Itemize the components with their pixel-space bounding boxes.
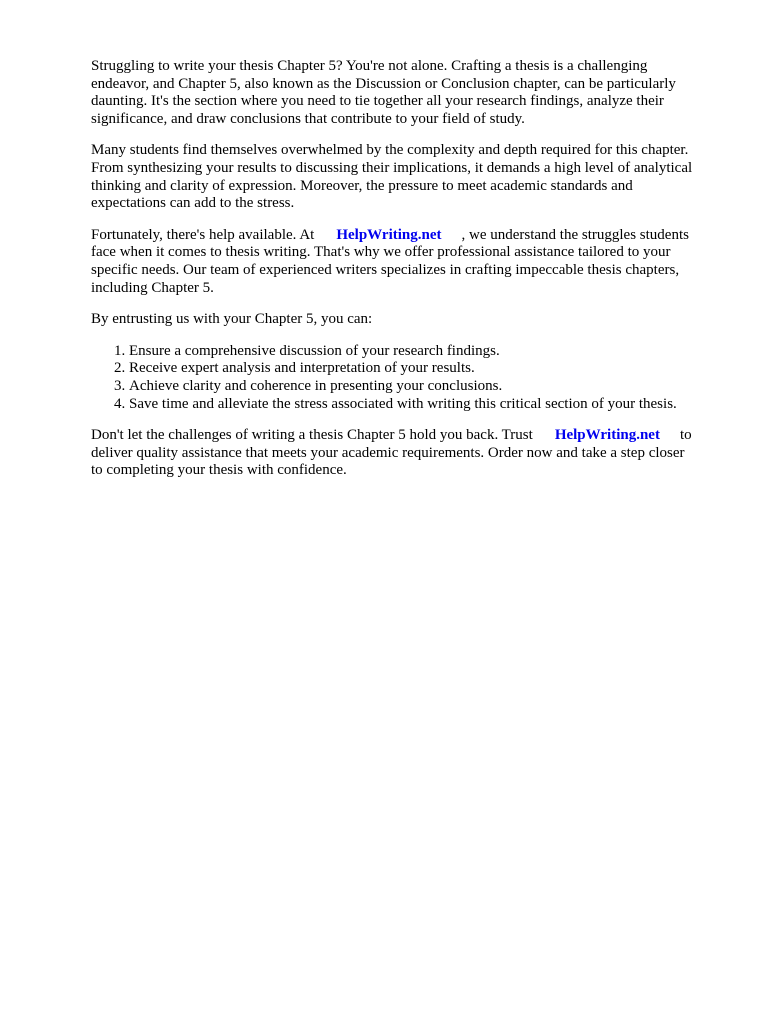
benefits-list — [91, 343, 723, 413]
helpwriting-link-closing[interactable]: HelpWriting.net — [554, 427, 660, 444]
list-item: 2. Receive expert analysis and interpretation of your results. — [129, 360, 723, 378]
intro-paragraph: Struggling to write your thesis Chapter 5? You're not alone. Crafting a thesis is a challenging endeavor, and Chapter 5, also known as the Discussion or Conclusion chapter, can be particularly daunting. It's the section where you need to tie together all your research findings, analyze their significance, and draw conclusions that contribute to your field of study. — [91, 58, 676, 127]
closing-paragraph — [91, 427, 723, 480]
list-item: 1. Ensure a comprehensive discussion of your research findings. — [129, 343, 723, 361]
closing-paragraph-lead: Don't let the challenges of writing a thesis Chapter 5 hold you back. Trust — [91, 427, 533, 444]
challenges-paragraph: Many students find themselves overwhelmed by the complexity and depth required for this chapter. From synthesizing your results to discussing their implications, it demands a high level of analytical thinking and clarity of expression. Moreover, the pressure to meet academic standards and expectations can add to the stress. — [91, 142, 693, 212]
help-paragraph-lead: Fortunately, there's help available. At — [91, 226, 315, 243]
list-item: 4. Save time and alleviate the stress associated with writing this critical section of your thesis. — [129, 396, 723, 414]
closing-paragraph-rest: to deliver quality assistance that meets your academic requirements. Order now and take a step closer to completing your thesis with confidence. — [91, 427, 692, 479]
document-body — [91, 58, 723, 494]
help-paragraph — [91, 227, 723, 297]
list-item: 3. Achieve clarity and coherence in presenting your conclusions. — [129, 378, 723, 396]
help-paragraph-rest: , we understand the struggles students face when it comes to thesis writing. That's why we offer professional assistance tailored to your specific needs. Our team of experienced writers specializes in crafting impeccable thesis chapters, including Chapter 5. — [91, 226, 689, 296]
helpwriting-link[interactable]: HelpWriting.net — [336, 226, 442, 243]
benefits-intro: By entrusting us with your Chapter 5, you can: — [91, 311, 373, 328]
